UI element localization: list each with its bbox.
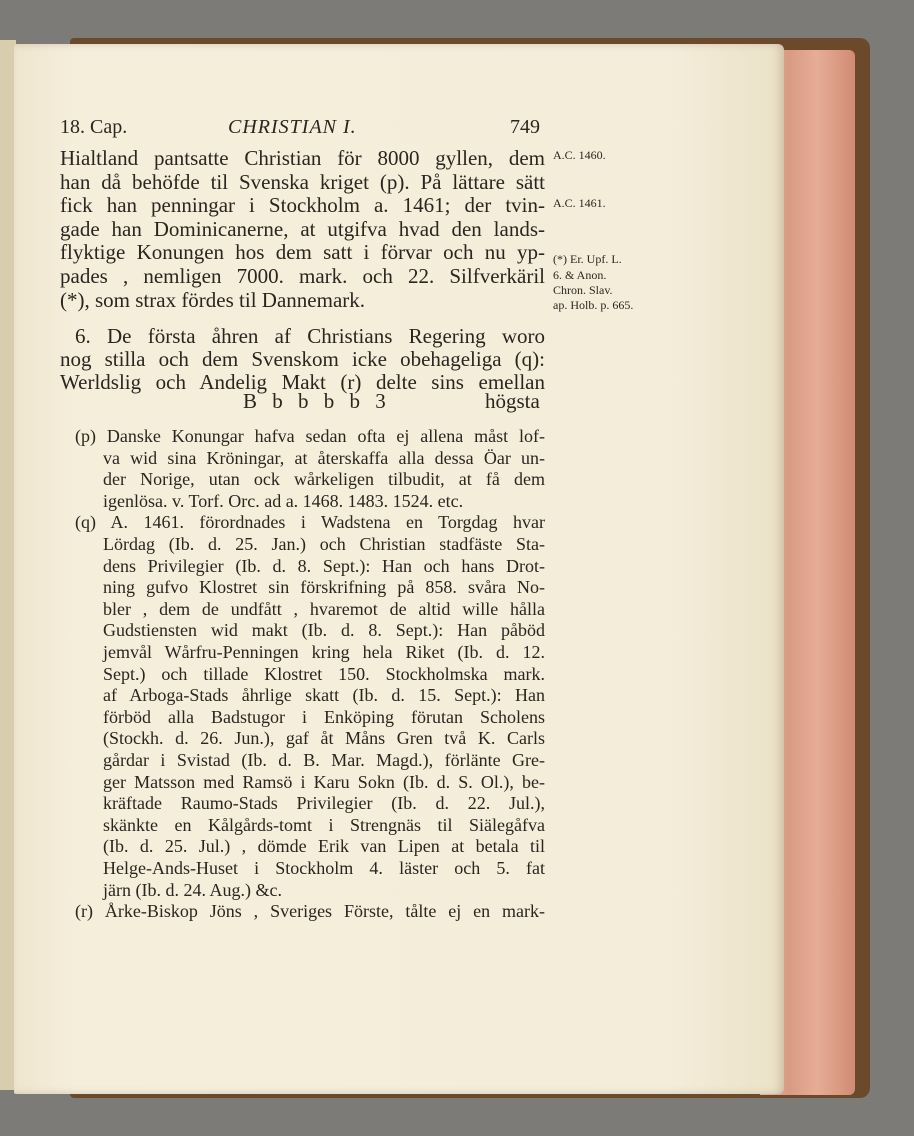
- footnote-line: bler , dem de undfått , hvaremot de altid wille hålla: [103, 598, 545, 619]
- footnote-line: (Stockh. d. 26. Jun.), gaf åt Måns Gren två K. Carls: [103, 728, 545, 749]
- body-text-line: gade han Dominicanerne, at utgifva hvad den lands-: [60, 216, 545, 241]
- body-text-line: fick han penningar i Stockholm a. 1461; der tvin-: [60, 193, 545, 218]
- margin-note: (*) Er. Upf. L.: [553, 252, 622, 266]
- paragraph-text-line: 6. De första åhren af Christians Regering woro: [75, 324, 545, 348]
- body-text-line: pades , nemligen 7000. mark. och 22. Silfverkäril: [60, 264, 545, 288]
- body-text-line: Hialtland pantsatte Christian för 8000 gyllen, dem: [60, 146, 545, 170]
- footnote-start-line: (r) Årke-Biskop Jöns , Sveriges Förste, tålte ej en mark-: [75, 901, 545, 922]
- body-text-line: han då behöfde til Svenska kriget (p). På lättare sätt: [60, 169, 545, 194]
- body-text-line: flyktige Konungen hos dem satt i förvar och nu yp-: [60, 240, 545, 265]
- footnote-line: Helge-Ands-Huset i Stockholm 4. läster och 5. fat: [103, 858, 545, 878]
- signature-mark: B b b b b 3: [243, 389, 391, 413]
- footnote-line: va wid sina Kröningar, at återskaffa alla dessa Öar un-: [103, 447, 545, 468]
- footnote-line: skänkte en Kålgårds-tomt i Strengnäs til Siälegåfva: [103, 814, 545, 835]
- page-number: 749: [510, 116, 540, 138]
- footnote-line: ning gufvo Klostret sin förskrifning på 858. svåra No-: [103, 577, 545, 598]
- margin-note: ap. Holb. p. 665.: [553, 298, 634, 312]
- footnote-start-line: (q) A. 1461. förordnades i Wadstena en Torgdag hvar: [75, 512, 545, 533]
- footnote-line: järn (Ib. d. 24. Aug.) &c.: [103, 879, 282, 900]
- margin-note: Chron. Slav.: [553, 283, 613, 297]
- footnote-line: ger Matsson med Ramsö i Karu Sokn (Ib. d. S. Ol.), be-: [103, 771, 545, 792]
- footnote-line: af Arboga-Stads åhrlige skatt (Ib. d. 15. Sept.): Han: [103, 685, 545, 706]
- footnote-line: (Ib. d. 25. Jul.) , dömde Erik van Lipen at betala til: [103, 836, 545, 857]
- catchword: högsta: [485, 389, 540, 413]
- footnote-line: igenlösa. v. Torf. Orc. ad a. 1468. 1483. 1524. etc.: [103, 490, 464, 511]
- chapter-label: 18. Cap.: [60, 116, 128, 138]
- running-title: CHRISTIAN I.: [228, 116, 357, 138]
- margin-note: 6. & Anon.: [553, 268, 607, 282]
- margin-note: A.C. 1460.: [553, 148, 606, 162]
- paragraph-text-line: Werldslig och Andelig Makt (r) delte sins emellan: [60, 370, 545, 394]
- footnote-line: dens Privilegier (Ib. d. 8. Sept.): Han och hans Drot-: [103, 555, 545, 576]
- footnote-start-line: (p) Danske Konungar hafva sedan ofta ej allena måst lof-: [75, 426, 545, 446]
- footnote-line: förböd alla Badstugor i Enköping förutan Scholens: [103, 706, 545, 727]
- footnote-line: jemvål Wårfru-Penningen kring hela Riket (Ib. d. 12.: [103, 642, 545, 662]
- body-text-line: (*), som strax fördes til Dannemark.: [60, 287, 366, 312]
- footnote-line: kräftade Raumo-Stads Privilegier (Ib. d. 22. Jul.),: [103, 793, 545, 814]
- footnote-line: der Norige, utan ock wårkeligen tilbudit, at få dem: [103, 469, 545, 490]
- footnote-line: Sept.) och tillade Klostret 150. Stockholmska mark.: [103, 663, 545, 684]
- footnote-line: Gudstiensten wid makt (Ib. d. 8. Sept.): Han påböd: [103, 620, 545, 641]
- paragraph-text-line: nog stilla och dem Svenskom icke obehageliga (q):: [60, 347, 545, 371]
- margin-note: A.C. 1461.: [553, 196, 606, 210]
- footnote-line: gårdar i Svistad (Ib. d. B. Mar. Magd.), förlänte Gre-: [103, 750, 545, 770]
- footnote-line: Lördag (Ib. d. 25. Jan.) och Christian stadfäste Sta-: [103, 534, 545, 554]
